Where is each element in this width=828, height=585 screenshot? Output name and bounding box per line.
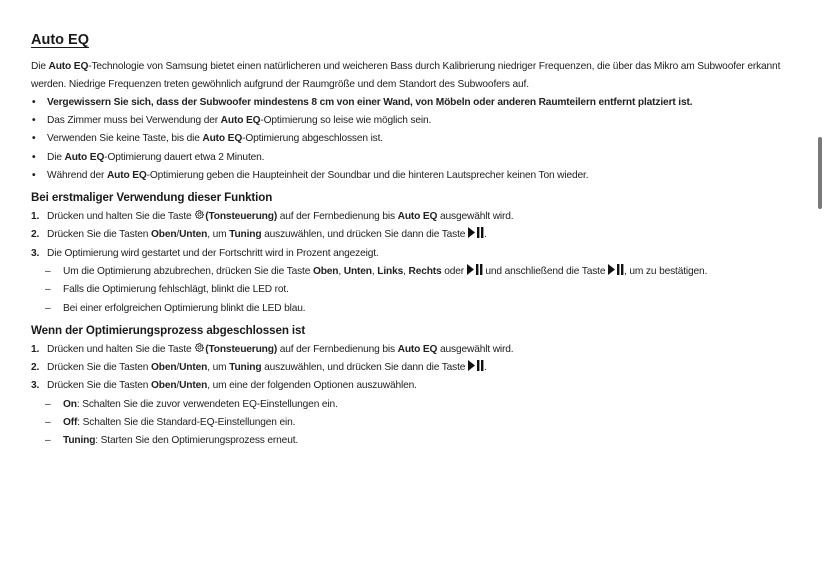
play-pause-icon: [467, 264, 483, 275]
step-number: 3.: [31, 247, 40, 259]
step-item: [31, 226, 796, 244]
step-text: .: [484, 229, 487, 241]
step-bold: (Tonsteuerung): [205, 211, 278, 223]
intro-text: Die: [31, 61, 49, 72]
step-text: Drücken Sie die Tasten: [47, 380, 151, 392]
step-bold: Unten: [179, 362, 208, 374]
steps-list-completed: [31, 341, 796, 396]
step-bold: Unten: [179, 380, 208, 392]
dash-mark: –: [45, 398, 51, 410]
sub-note-bold: Links: [377, 265, 404, 277]
note-bold: Auto EQ: [64, 151, 105, 163]
note-bold: Auto EQ: [202, 133, 243, 145]
step-number: 3.: [31, 380, 40, 392]
scrollbar-thumb[interactable]: [818, 137, 822, 209]
step-bold: (Tonsteuerung): [205, 343, 278, 355]
step-item: [31, 359, 796, 377]
sub-note-text: , um zu bestätigen.: [624, 265, 708, 277]
sub-note-item: [31, 281, 796, 299]
note-text: Verwenden Sie keine Taste, bis die: [47, 133, 203, 145]
document-page: [31, 30, 796, 451]
step-bold: Tuning: [229, 229, 262, 241]
step-item: [31, 208, 796, 226]
play-pause-icon: [608, 264, 624, 275]
option-description: : Schalten Sie die zuvor verwendeten EQ-Einstellungen ein.: [76, 398, 338, 410]
bullet-mark: •: [32, 115, 36, 127]
dash-mark: –: [45, 265, 51, 277]
option-name: On: [63, 398, 77, 410]
sub-note-item: [31, 300, 796, 318]
options-list: [31, 396, 796, 451]
note-text: -Optimierung dauert etwa 2 Minuten.: [104, 151, 265, 163]
intro-text-rest: -Technologie von Samsung bietet einen natürlicheren und weicheren Bass durch Kalibrierung niedriger Frequenzen, die über das Mikro am Subwoofer erkannt werden. Niedrige Frequenzen treten gewöhnlich aufgrund der Raumgröße und dem Standort des Subwoofers auf.: [31, 61, 781, 90]
option-description: : Schalten Sie die Standard-EQ-Einstellungen ein.: [77, 416, 296, 428]
step-bold: Auto EQ: [397, 211, 438, 223]
intro-bold: Auto EQ: [48, 61, 89, 72]
dash-mark: –: [45, 435, 51, 447]
bullet-mark: •: [32, 169, 36, 181]
step-text: /: [176, 380, 180, 392]
note-item: [31, 149, 796, 167]
sub-note-text: Bei einer erfolgreichen Optimierung blinkt die LED blau.: [63, 302, 306, 314]
sub-note-text: ,: [371, 265, 378, 277]
step-text: Drücken und halten Sie die Taste: [47, 343, 195, 355]
step-text: /: [176, 229, 180, 241]
note-text: -Optimierung geben die Haupteinheit der Soundbar und die hinteren Lautsprecher keinen Ton wieder.: [146, 169, 589, 181]
option-item-off: [31, 414, 796, 432]
step-text: /: [176, 362, 180, 374]
option-description: : Starten Sie den Optimierungsprozess erneut.: [95, 435, 299, 447]
option-name: Tuning: [63, 435, 96, 447]
step-item: [31, 341, 796, 359]
step-text: Die Optimierung wird gestartet und der Fortschritt wird in Prozent angezeigt.: [47, 247, 379, 259]
option-item-tuning: [31, 432, 796, 450]
step-bold: Oben: [150, 380, 177, 392]
sub-note-text: oder: [441, 265, 467, 277]
note-text: Die: [47, 151, 65, 163]
step-text: ausgewählt wird.: [437, 211, 514, 223]
note-text: Das Zimmer muss bei Verwendung der: [47, 115, 221, 127]
step-bold: Oben: [150, 362, 177, 374]
section-heading-first-use: Bei erstmaliger Verwendung dieser Funktion: [31, 191, 273, 205]
play-pause-icon: [468, 360, 484, 371]
sub-note-item: [31, 263, 796, 281]
bullet-mark: •: [32, 151, 36, 163]
step-number: 1.: [31, 211, 40, 223]
sub-note-text: Um die Optimierung abzubrechen, drücken Sie die Taste: [63, 265, 313, 277]
option-item-on: [31, 396, 796, 414]
sub-note-bold: Rechts: [408, 265, 442, 277]
note-list: [31, 94, 796, 185]
sub-note-text: und anschließend die Taste: [482, 265, 609, 277]
step-text: , um: [207, 362, 230, 374]
dash-mark: –: [45, 284, 51, 296]
step-text: auf der Fernbedienung bis: [277, 343, 398, 355]
section-heading-completed: Wenn der Optimierungsprozess abgeschlossen ist: [31, 323, 306, 337]
note-bold: Auto EQ: [106, 169, 147, 181]
dash-mark: –: [45, 416, 51, 428]
page-title: Auto EQ: [31, 32, 89, 48]
step-item: [31, 245, 796, 263]
steps-list-first-use: [31, 208, 796, 263]
step-text: Drücken Sie die Tasten: [47, 362, 151, 374]
step-bold: Tuning: [229, 362, 262, 374]
step-text: Drücken und halten Sie die Taste: [47, 211, 195, 223]
bullet-mark: •: [32, 97, 36, 108]
sub-note-bold: Oben: [312, 265, 339, 277]
sub-note-bold: Unten: [343, 265, 372, 277]
step-number: 1.: [31, 343, 40, 355]
step-text: auszuwählen, und drücken Sie dann die Taste: [261, 362, 469, 374]
note-text: Vergewissern Sie sich, dass der Subwoofer mindestens 8 cm von einer Wand, von Möbeln oder anderen Raumteilern entfernt platziert ist.: [47, 97, 693, 108]
note-text: -Optimierung so leise wie möglich sein.: [260, 115, 432, 127]
gear-icon: [194, 342, 205, 353]
note-text: Während der: [47, 169, 107, 181]
sub-note-text: ,: [338, 265, 344, 277]
step-text: auf der Fernbedienung bis: [277, 211, 398, 223]
step-bold: Auto EQ: [397, 343, 438, 355]
step-item: [31, 377, 796, 395]
note-item: [31, 94, 796, 112]
note-item: [31, 167, 796, 185]
dash-mark: –: [45, 302, 51, 314]
note-item: [31, 130, 796, 148]
sub-notes-list: [31, 263, 796, 318]
step-text: auszuwählen, und drücken Sie dann die Taste: [261, 229, 469, 241]
intro-paragraph: [31, 58, 796, 94]
sub-note-text: Falls die Optimierung fehlschlägt, blinkt die LED rot.: [63, 284, 289, 296]
step-text: ausgewählt wird.: [437, 343, 514, 355]
play-pause-icon: [468, 227, 484, 238]
step-number: 2.: [31, 229, 40, 241]
option-name: Off: [63, 416, 78, 428]
gear-icon: [194, 209, 205, 220]
step-bold: Unten: [179, 229, 208, 241]
step-text: , um: [207, 229, 230, 241]
note-text: -Optimierung abgeschlossen ist.: [242, 133, 383, 145]
sub-note-text: ,: [403, 265, 409, 277]
step-number: 2.: [31, 362, 40, 374]
note-bold: Auto EQ: [220, 115, 261, 127]
bullet-mark: •: [32, 133, 36, 145]
step-text: , um eine der folgenden Optionen auszuwählen.: [207, 380, 417, 392]
note-item: [31, 112, 796, 130]
step-text: .: [484, 362, 487, 374]
step-bold: Oben: [150, 229, 177, 241]
step-text: Drücken Sie die Tasten: [47, 229, 151, 241]
